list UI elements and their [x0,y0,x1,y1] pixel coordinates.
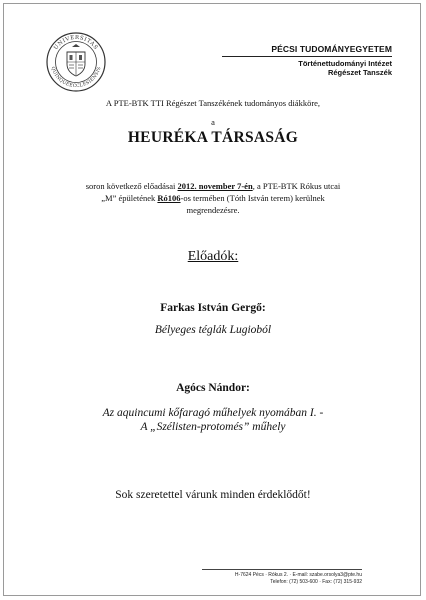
university-name: PÉCSI TUDOMÁNYEGYETEM [271,44,392,54]
invite-part3: „M” épületének [101,193,158,203]
invite-part1: soron következő előadásai [85,181,178,191]
closing-text: Sok szeretettel várunk minden érdeklődőt! [115,489,311,501]
invite-part4: -os termében (Tóth István terem) kerülnek [180,193,325,203]
letterhead-rule [222,56,392,57]
footer-phones: Telefon: (72) 503-600 · Fax: (72) 315-932 [270,579,362,585]
svg-text:QUINQUEECCLESIENSIS: QUINQUEECCLESIENSIS [49,66,103,90]
department-name: Régészet Tanszék [327,68,392,77]
invite-part5: megrendezésre. [186,205,240,215]
speakers-heading-text: Előadók: [187,249,239,264]
room-number: Ró106 [157,193,181,203]
speaker2-name: Agócs Nándor: [176,382,250,394]
svg-text:UNIVERSITAS: UNIVERSITAS [53,34,99,52]
intro-line: A PTE-BTK TTI Régészet Tanszékének tudományos diákköre, [105,98,321,108]
invitation-text [4,180,422,216]
footer [202,569,362,586]
letterhead [222,44,392,77]
speakers-heading [4,249,422,265]
footer-address: H-7624 Pécs · Rókus 2. · E-mail: szabe.orsolya3@pte.hu [234,572,362,578]
document-page [3,3,421,596]
event-date: 2012. november 7-én [177,181,253,191]
institute-name: Történettudományi Intézet [298,59,392,68]
university-seal-icon [45,31,107,93]
speaker2-title-line1: Az aquincumi kőfaragó műhelyek nyomában I. - [102,407,324,419]
speaker2-title-line2: A „Szélisten-protomés” műhely [140,421,286,433]
speaker1-title: Bélyeges téglák Lugioból [154,324,272,336]
speaker1-name: Farkas István Gergő: [160,302,266,314]
speaker2-title [4,406,422,434]
club-title: HEURÉKA TÁRSASÁG [127,129,299,146]
footer-rule [202,569,362,570]
invite-part2: , a PTE-BTK Rókus utcai [252,181,341,191]
intro-a: a [211,117,215,127]
